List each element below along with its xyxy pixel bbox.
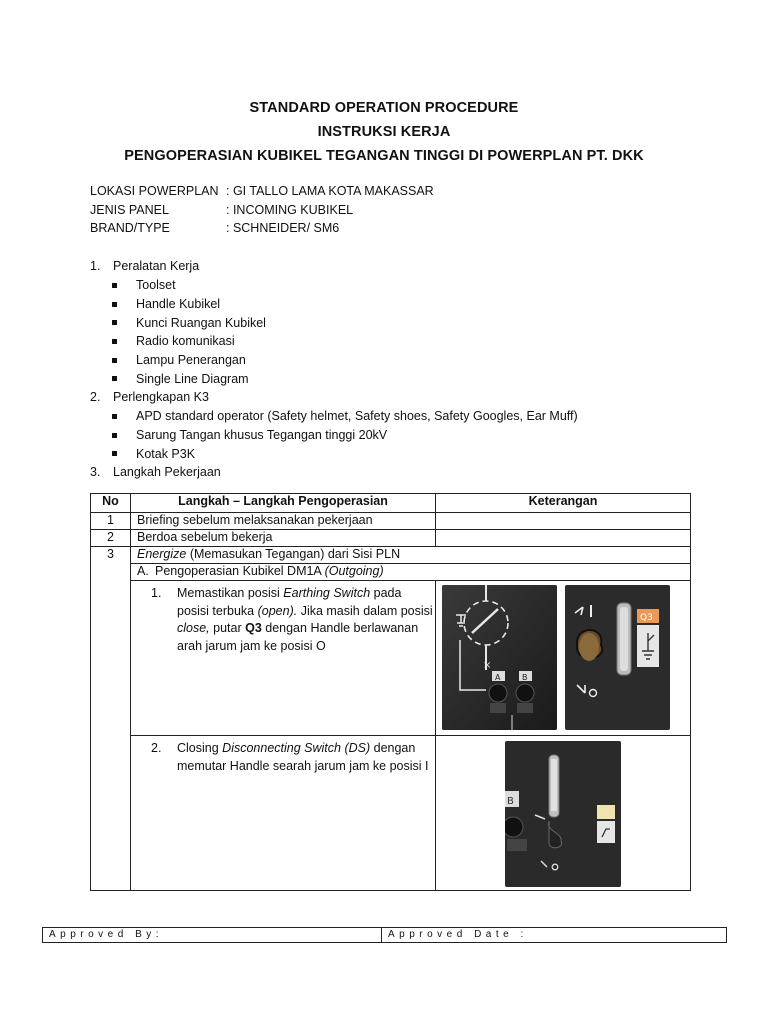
bullet-icon (112, 302, 117, 307)
table-row (91, 547, 691, 564)
col-header-langkah: Langkah – Langkah Pengoperasian (131, 494, 436, 513)
bullet-icon (112, 339, 117, 344)
title-pengoperasian: PENGOPERASIAN KUBIKEL TEGANGAN TINGGI DI POWERPLAN PT. DKK (124, 148, 644, 164)
step-2-text: 2. Closing Disconnecting Switch (DS) dengan memutar Handle searah jarum jam ke posisi I (151, 741, 429, 773)
table-row-step-1 (91, 581, 691, 736)
row-number: 2 (91, 530, 131, 547)
bullet-icon (112, 376, 117, 381)
col-header-no: No (91, 494, 131, 513)
title-sop: STANDARD OPERATION PROCEDURE (249, 100, 519, 116)
list-item: Radio komunikasi (112, 332, 266, 351)
svg-text:Q3: Q3 (640, 613, 654, 623)
row-keterangan (436, 513, 691, 530)
list-item: Kunci Ruangan Kubikel (112, 313, 266, 332)
row-step-text: Briefing sebelum melaksanakan pekerjaan (131, 513, 436, 530)
step-2-cell (131, 736, 436, 891)
section-1-list (112, 276, 266, 388)
row-keterangan (436, 530, 691, 547)
svg-text:B: B (522, 673, 528, 682)
step-2-photo-cell (436, 736, 691, 891)
step-1-text: 1. Memastikan posisi Earthing Switch pada posisi terbuka (open). Jika masih dalam posisi close, putar Q3 dengan Handle berlawanan arah jarum jam ke posisi O (151, 586, 433, 653)
section-2-list (112, 407, 578, 463)
bullet-icon (112, 358, 117, 363)
info-label: BRAND/TYPE (90, 221, 170, 235)
info-label: JENIS PANEL (90, 202, 169, 217)
row-number: 3 (91, 547, 131, 891)
step-1-photos (436, 581, 691, 736)
section-2-heading: 2. Perlengkapan K3 (90, 390, 209, 404)
sub-step-a: A. Pengoperasian Kubikel DM1A (Outgoing) (131, 564, 691, 581)
step-1-cell (131, 581, 436, 736)
svg-text:A: A (495, 673, 501, 682)
info-value: : INCOMING KUBIKEL (226, 202, 354, 217)
bullet-icon (112, 433, 117, 438)
section-3-heading: 3. Langkah Pekerjaan (90, 465, 221, 479)
list-item: Sarung Tangan khusus Tegangan tinggi 20kV (112, 426, 578, 445)
svg-text:×: × (483, 660, 492, 671)
list-item: Handle Kubikel (112, 295, 266, 314)
row-step-text: Berdoa sebelum bekerja (131, 530, 436, 547)
approval-footer (42, 927, 727, 943)
approved-by-field[interactable]: Approved By: (43, 928, 382, 942)
info-row-lokasi (90, 184, 434, 203)
table-row (91, 513, 691, 530)
info-value: : GI TALLO LAMA KOTA MAKASSAR (226, 184, 434, 198)
info-block (90, 184, 434, 240)
row-step-text: Energize (Memasukan Tegangan) dari Sisi PLN (131, 547, 691, 564)
list-item: APD standard operator (Safety helmet, Safety shoes, Safety Googles, Ear Muff) (112, 407, 578, 426)
approved-date-field[interactable]: Approved Date : (388, 929, 528, 940)
info-label: LOKASI POWERPLAN (90, 184, 219, 198)
table-row-step-2 (91, 736, 691, 891)
bullet-icon (112, 320, 117, 325)
procedure-table (90, 493, 691, 891)
section-1-heading: 1. Peralatan Kerja (90, 259, 200, 273)
info-value: : SCHNEIDER/ SM6 (226, 221, 340, 235)
table-row (91, 530, 691, 547)
info-row-brand (90, 221, 434, 240)
info-row-jenis (90, 203, 434, 222)
bullet-icon (112, 414, 117, 419)
bullet-icon (112, 283, 117, 288)
svg-text:B: B (507, 796, 514, 807)
disconnecting-switch-photo (505, 741, 621, 887)
col-header-keterangan: Keterangan (436, 494, 691, 513)
list-item: Lampu Penerangan (112, 351, 266, 370)
list-item: Single Line Diagram (112, 369, 266, 388)
q3-handle-photo (565, 585, 670, 730)
table-row-sub-a (91, 564, 691, 581)
list-item: Toolset (112, 276, 266, 295)
earthing-switch-photo (442, 585, 557, 730)
list-item: Kotak P3K (112, 444, 578, 463)
bullet-icon (112, 451, 117, 456)
title-instruksi: INSTRUKSI KERJA (317, 124, 451, 140)
row-number: 1 (91, 513, 131, 530)
document-titles (0, 96, 768, 168)
